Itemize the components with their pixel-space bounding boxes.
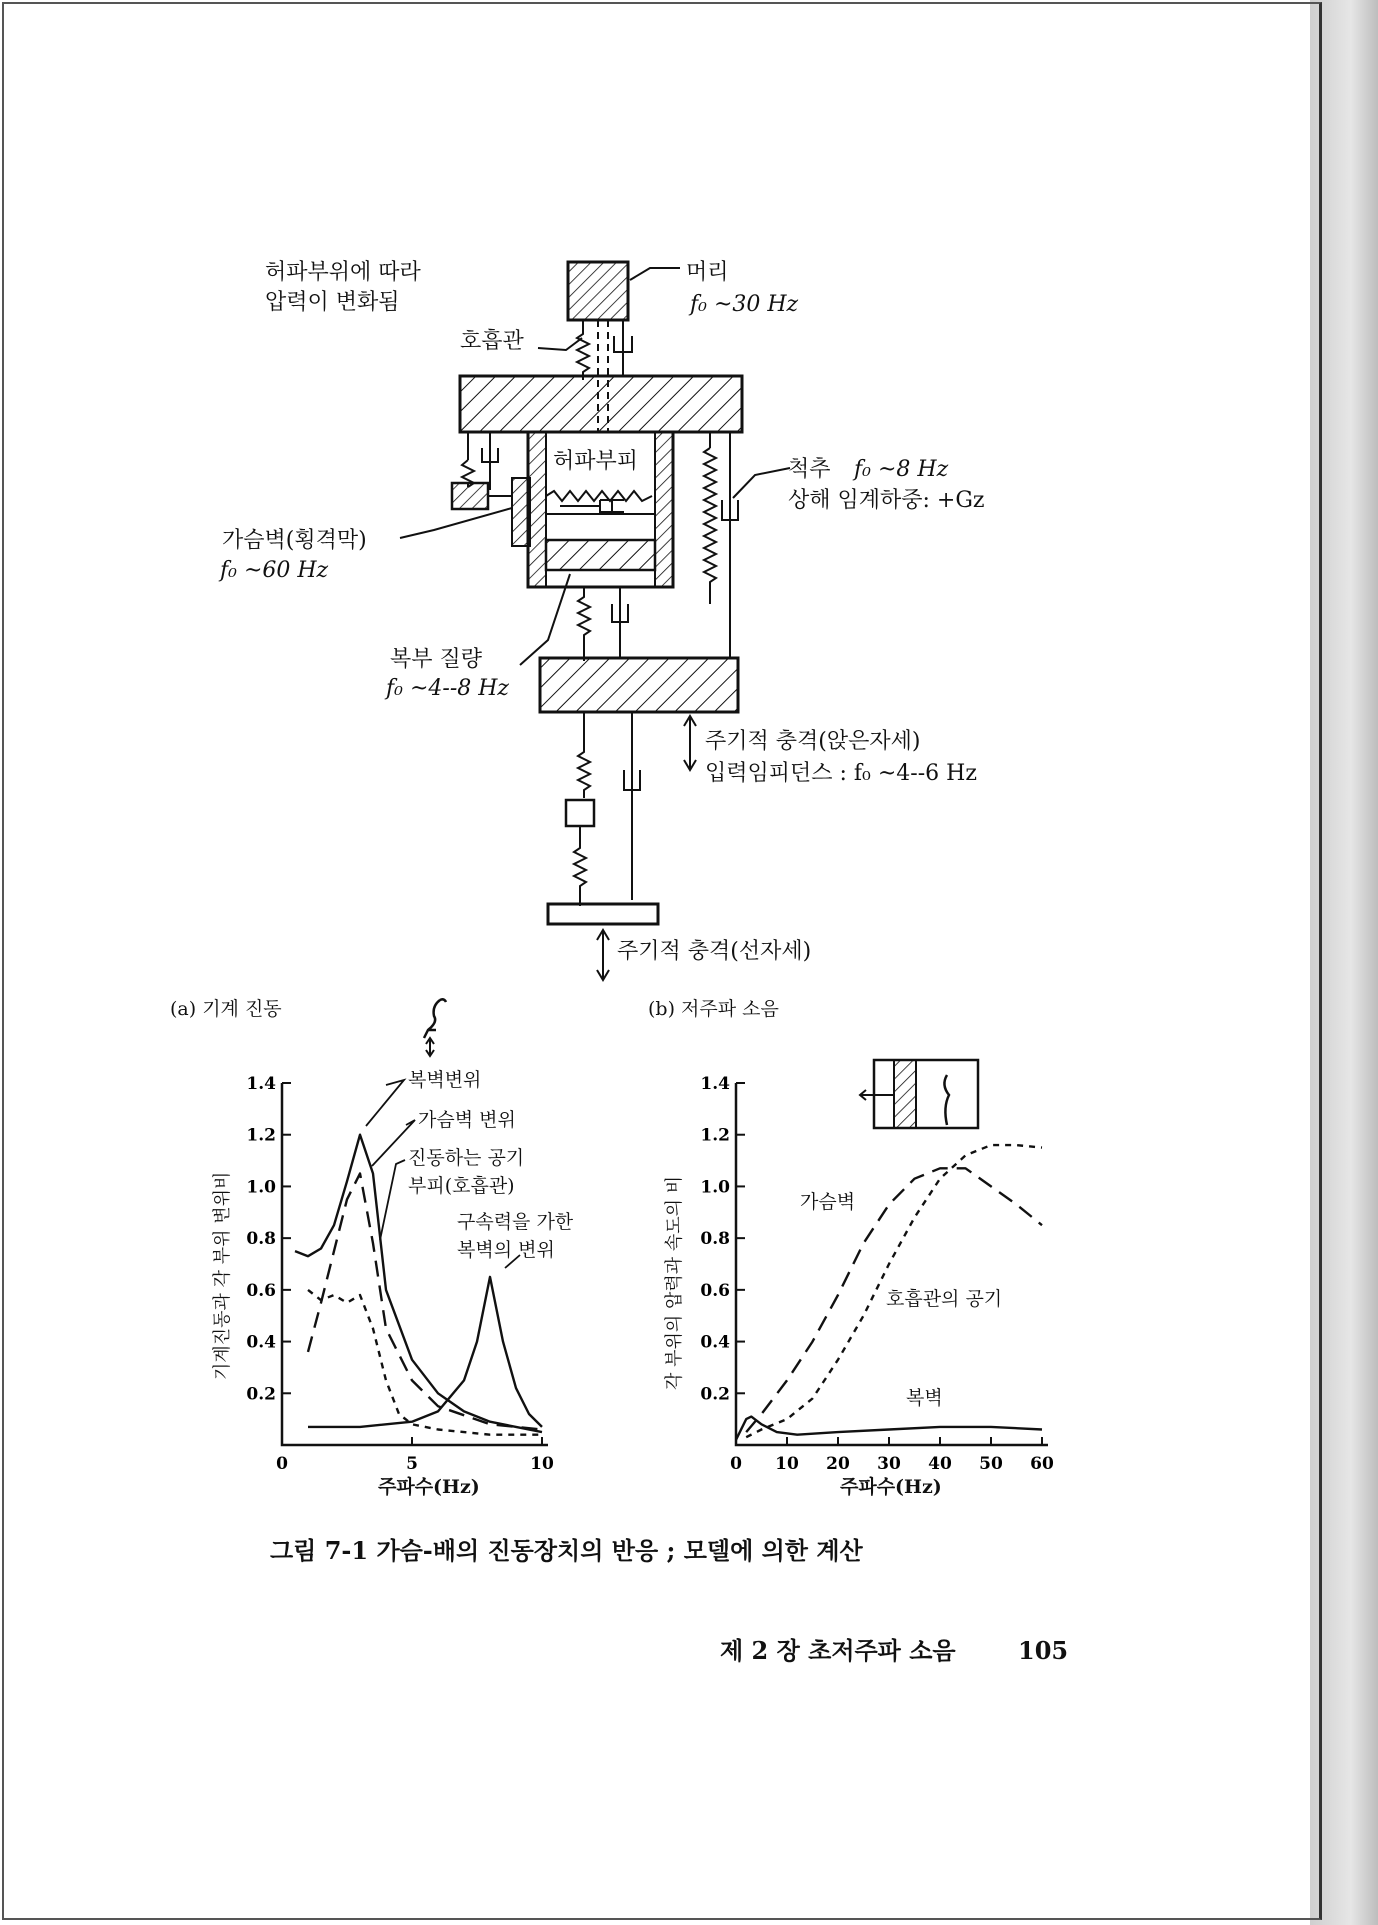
panel-b-title: (b) 저주파 소음	[648, 998, 779, 1020]
label-head-freq: f₀ ~30 Hz	[690, 292, 799, 317]
chart-a-xtick-label: 5	[406, 1454, 418, 1474]
chart-a-annot-restrained-2: 복벽의 변위	[457, 1239, 555, 1261]
chart-b-xtick-label: 30	[877, 1454, 901, 1474]
chart-a-xtick-label: 0	[276, 1454, 288, 1474]
chart-a-ytick-label: 0.6	[246, 1280, 276, 1301]
chart-a-xlabel: 주파수(Hz)	[378, 1476, 480, 1498]
label-head: 머리	[686, 260, 729, 285]
chart-a	[246, 1074, 554, 1474]
chart-b-ytick-label: 0.2	[700, 1384, 730, 1405]
footer-page-number: 105	[1018, 1636, 1069, 1665]
label-standing-impact: 주기적 충격(선자세)	[617, 939, 812, 964]
chart-b-ytick-label: 0.6	[700, 1280, 730, 1301]
chart-b-annot-chest: 가슴벽	[800, 1191, 856, 1213]
label-abdomen-freq: f₀ ~4--8 Hz	[386, 676, 510, 701]
chart-b-ytick-label: 1.2	[700, 1125, 730, 1146]
label-pressure-line2: 압력이 변화됨	[265, 290, 400, 315]
label-spine: 척추	[788, 457, 831, 482]
chart-a-annot-chest: 가슴벽 변위	[418, 1109, 516, 1131]
chart-b-axes	[736, 1083, 1048, 1445]
label-airway: 호흡관	[460, 329, 524, 354]
label-chestwall: 가슴벽(횡격막)	[222, 528, 367, 553]
chart-b-xtick-label: 50	[979, 1454, 1003, 1474]
chart-a-ytick-label: 1.0	[246, 1177, 276, 1198]
chest-wall-box-icon	[860, 1060, 978, 1128]
figure-caption: 그림 7-1 가슴-배의 진동장치의 반응 ; 모델에 의한 계산	[270, 1536, 863, 1565]
label-pressure-line1: 허파부위에 따라	[265, 260, 421, 285]
chart-a-ytick-label: 1.4	[246, 1074, 276, 1094]
label-input-impedance: 입력임피던스 : f₀ ~4--6 Hz	[705, 761, 977, 786]
label-spine-freq: f₀ ~8 Hz	[854, 457, 949, 482]
chart-a-ytick-label: 1.2	[246, 1125, 276, 1146]
chart-a-annot-abdomen: 복벽변위	[408, 1069, 482, 1091]
label-abdomen: 복부 질량	[390, 647, 483, 672]
chart-b-ytick-label: 1.0	[700, 1177, 730, 1198]
chart-a-annot-air-1: 진동하는 공기	[408, 1147, 525, 1169]
chart-b-xtick-label: 0	[730, 1454, 742, 1474]
label-spine-load: 상해 임계하중: +Gz	[788, 488, 985, 513]
label-lung: 허파부피	[553, 449, 639, 474]
chart-b-xtick-label: 10	[775, 1454, 799, 1474]
label-chestwall-freq: f₀ ~60 Hz	[220, 558, 329, 583]
chart-a-ytick-label: 0.4	[246, 1332, 276, 1353]
chart-b-ytick-label: 0.8	[700, 1229, 730, 1250]
chart-b-xlabel: 주파수(Hz)	[840, 1476, 942, 1498]
chart-a-ytick-label: 0.8	[246, 1229, 276, 1250]
chart-a-annot-air-2: 부피(호흡관)	[408, 1175, 515, 1197]
chart-b-xtick-label: 40	[928, 1454, 952, 1474]
label-sitting-impact: 주기적 충격(앉은자세)	[705, 729, 921, 754]
footer-chapter: 제 2 장 초저주파 소음	[720, 1636, 956, 1665]
chart-b-xtick-label: 20	[826, 1454, 850, 1474]
chart-b-ylabel: 각 부위의 압력과 속도의 비	[664, 1175, 685, 1390]
chart-a-annot-restrained-1: 구속력을 가한	[457, 1211, 574, 1233]
chart-b-ytick-label: 1.4	[700, 1074, 730, 1094]
chart-b-xtick-label: 60	[1030, 1454, 1054, 1474]
chart-b	[700, 1074, 1054, 1474]
chart-a-axes	[282, 1083, 548, 1445]
chart-b-ytick-label: 0.4	[700, 1332, 730, 1353]
chart-a-xtick-label: 10	[530, 1454, 554, 1474]
chart-a-series-3	[308, 1290, 542, 1435]
chart-a-ylabel: 기계진동과 각 부위 변위비	[212, 1171, 233, 1380]
chart-a-ytick-label: 0.2	[246, 1384, 276, 1405]
vibrating-person-icon	[424, 999, 446, 1056]
panel-a-title: (a) 기계 진동	[170, 998, 282, 1020]
chart-b-annot-abdomen: 복벽	[906, 1387, 943, 1409]
chart-b-annot-air: 호흡관의 공기	[886, 1288, 1003, 1310]
